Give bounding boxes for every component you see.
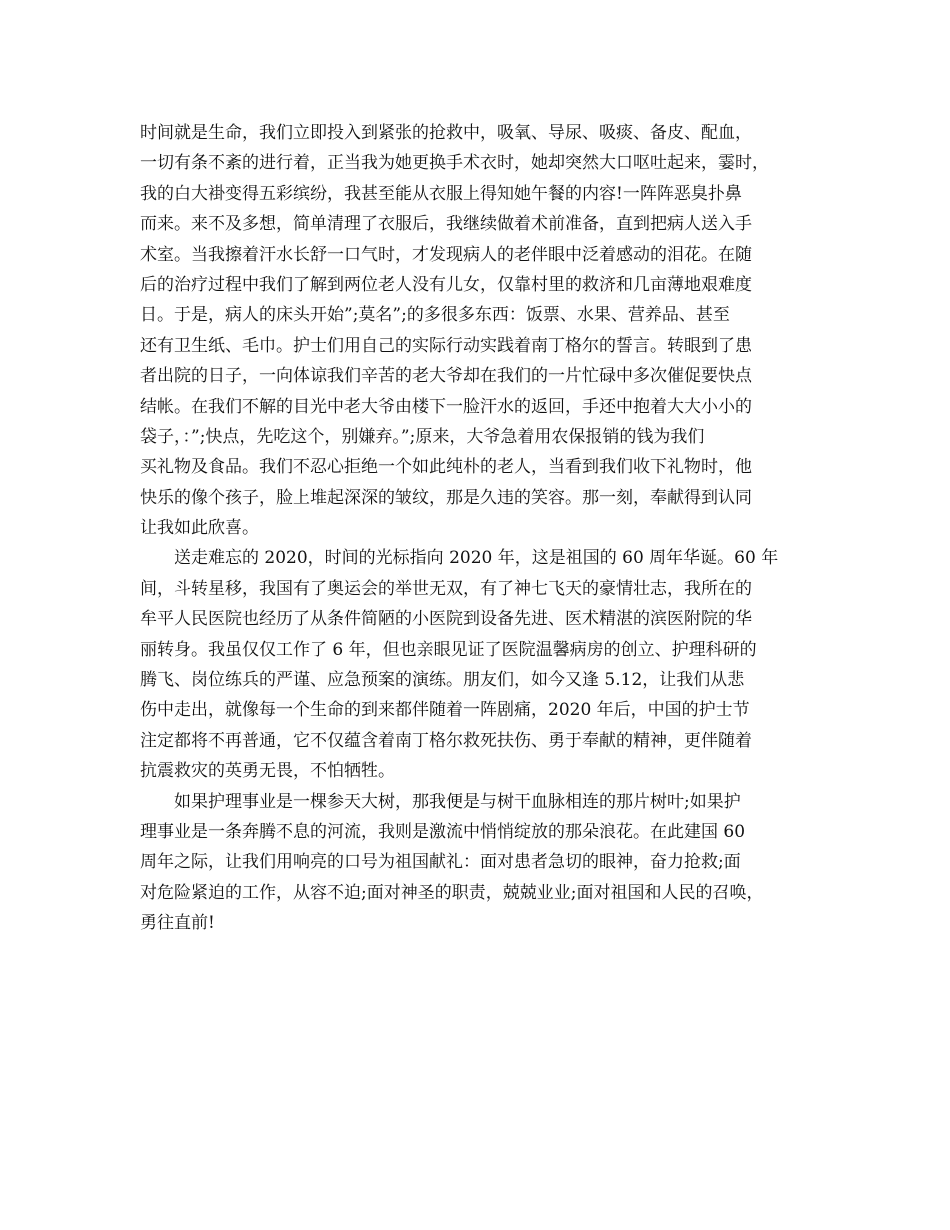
text-line: 丽转身。我虽仅仅工作了 6 年，但也亲眼见证了医院温馨病房的创立、护理科研的 [140, 639, 757, 660]
paragraph-2 [140, 543, 808, 786]
document-body [140, 118, 808, 939]
text-line: 牟平人民医院也经历了从条件简陋的小医院到设备先进、医术精湛的滨医附院的华 [140, 609, 752, 630]
text-line: 一切有条不紊的进行着，正当我为她更换手术衣时，她却突然大口呕吐起来，霎时， [140, 153, 769, 174]
text-line: 术室。当我擦着汗水长舒一口气时，才发现病人的老伴眼中泛着感动的泪花。在随 [140, 244, 752, 265]
text-line: 抗震救灾的英勇无畏，不怕牺牲。 [140, 761, 395, 782]
text-line: 时间就是生命，我们立即投入到紧张的抢救中，吸氧、导尿、吸痰、备皮、配血， [140, 123, 752, 143]
text-line: 注定都将不再普通，它不仅蕴含着南丁格尔救死扶伤、勇于奉献的精神，更伴随着 [140, 730, 752, 751]
text-line: 而来。来不及多想，简单清理了衣服后，我继续做着术前准备，直到把病人送入手 [140, 214, 752, 235]
text-line: 结帐。在我们不解的目光中老大爷由楼下一脸汗水的返回，手还中抱着大大小小的 [140, 396, 752, 417]
text-line: 快乐的像个孩子，脸上堆起深深的皱纹，那是久违的笑容。那一刻，奉献得到认同 [140, 487, 752, 508]
text-line: 袋子，：”;快点，先吃这个，别嫌弃。”;原来，大爷急着用农保报销的钱为我们 [140, 426, 705, 447]
text-line: 周年之际，让我们用响亮的口号为祖国献礼：面对患者急切的眼神，奋力抢救;面 [140, 852, 741, 873]
text-line: 买礼物及食品。我们不忍心拒绝一个如此纯朴的老人，当看到我们收下礼物时，他 [140, 457, 752, 478]
text-line: 勇往直前! [140, 913, 215, 934]
text-line: 理事业是一条奔腾不息的河流，我则是激流中悄悄绽放的那朵浪花。在此建国 60 [140, 821, 746, 842]
text-line: 如果护理事业是一棵参天大树，那我便是与树干血脉相连的那片树叶;如果护 [140, 791, 741, 812]
text-line: 者出院的日子，一向体谅我们辛苦的老大爷却在我们的一片忙碌中多次催促要快点 [140, 366, 752, 387]
text-line: 对危险紧迫的工作，从容不迫;面对神圣的职责，兢兢业业;面对祖国和人民的召唤， [140, 882, 764, 903]
text-line: 伤中走出，就像每一个生命的到来都伴随着一阵剧痛，2020 年后，中国的护士节 [140, 700, 750, 721]
text-line: 还有卫生纸、毛巾。护士们用自己的实际行动实践着南丁格尔的誓言。转眼到了患 [140, 335, 752, 356]
text-line: 送走难忘的 2020，时间的光标指向 2020 年，这是祖国的 60 周年华诞。60 年 [140, 548, 779, 569]
text-line: 腾飞、岗位练兵的严谨、应急预案的演练。朋友们，如今又逢 5.12，让我们从悲 [140, 670, 745, 691]
text-line: 后的治疗过程中我们了解到两位老人没有儿女，仅靠村里的救济和几亩薄地艰难度 [140, 274, 752, 295]
text-line: 日。于是，病人的床头开始”;莫名”;的多很多东西：饭票、水果、营养品、甚至 [140, 305, 730, 326]
text-line: 让我如此欣喜。 [140, 518, 259, 539]
text-line: 间，斗转星移，我国有了奥运会的举世无双，有了神七飞天的豪情壮志，我所在的 [140, 578, 752, 599]
text-line: 我的白大褂变得五彩缤纷，我甚至能从衣服上得知她午餐的内容!一阵阵恶臭扑鼻 [140, 183, 742, 204]
paragraph-3 [140, 787, 808, 939]
paragraph-1 [140, 118, 808, 543]
